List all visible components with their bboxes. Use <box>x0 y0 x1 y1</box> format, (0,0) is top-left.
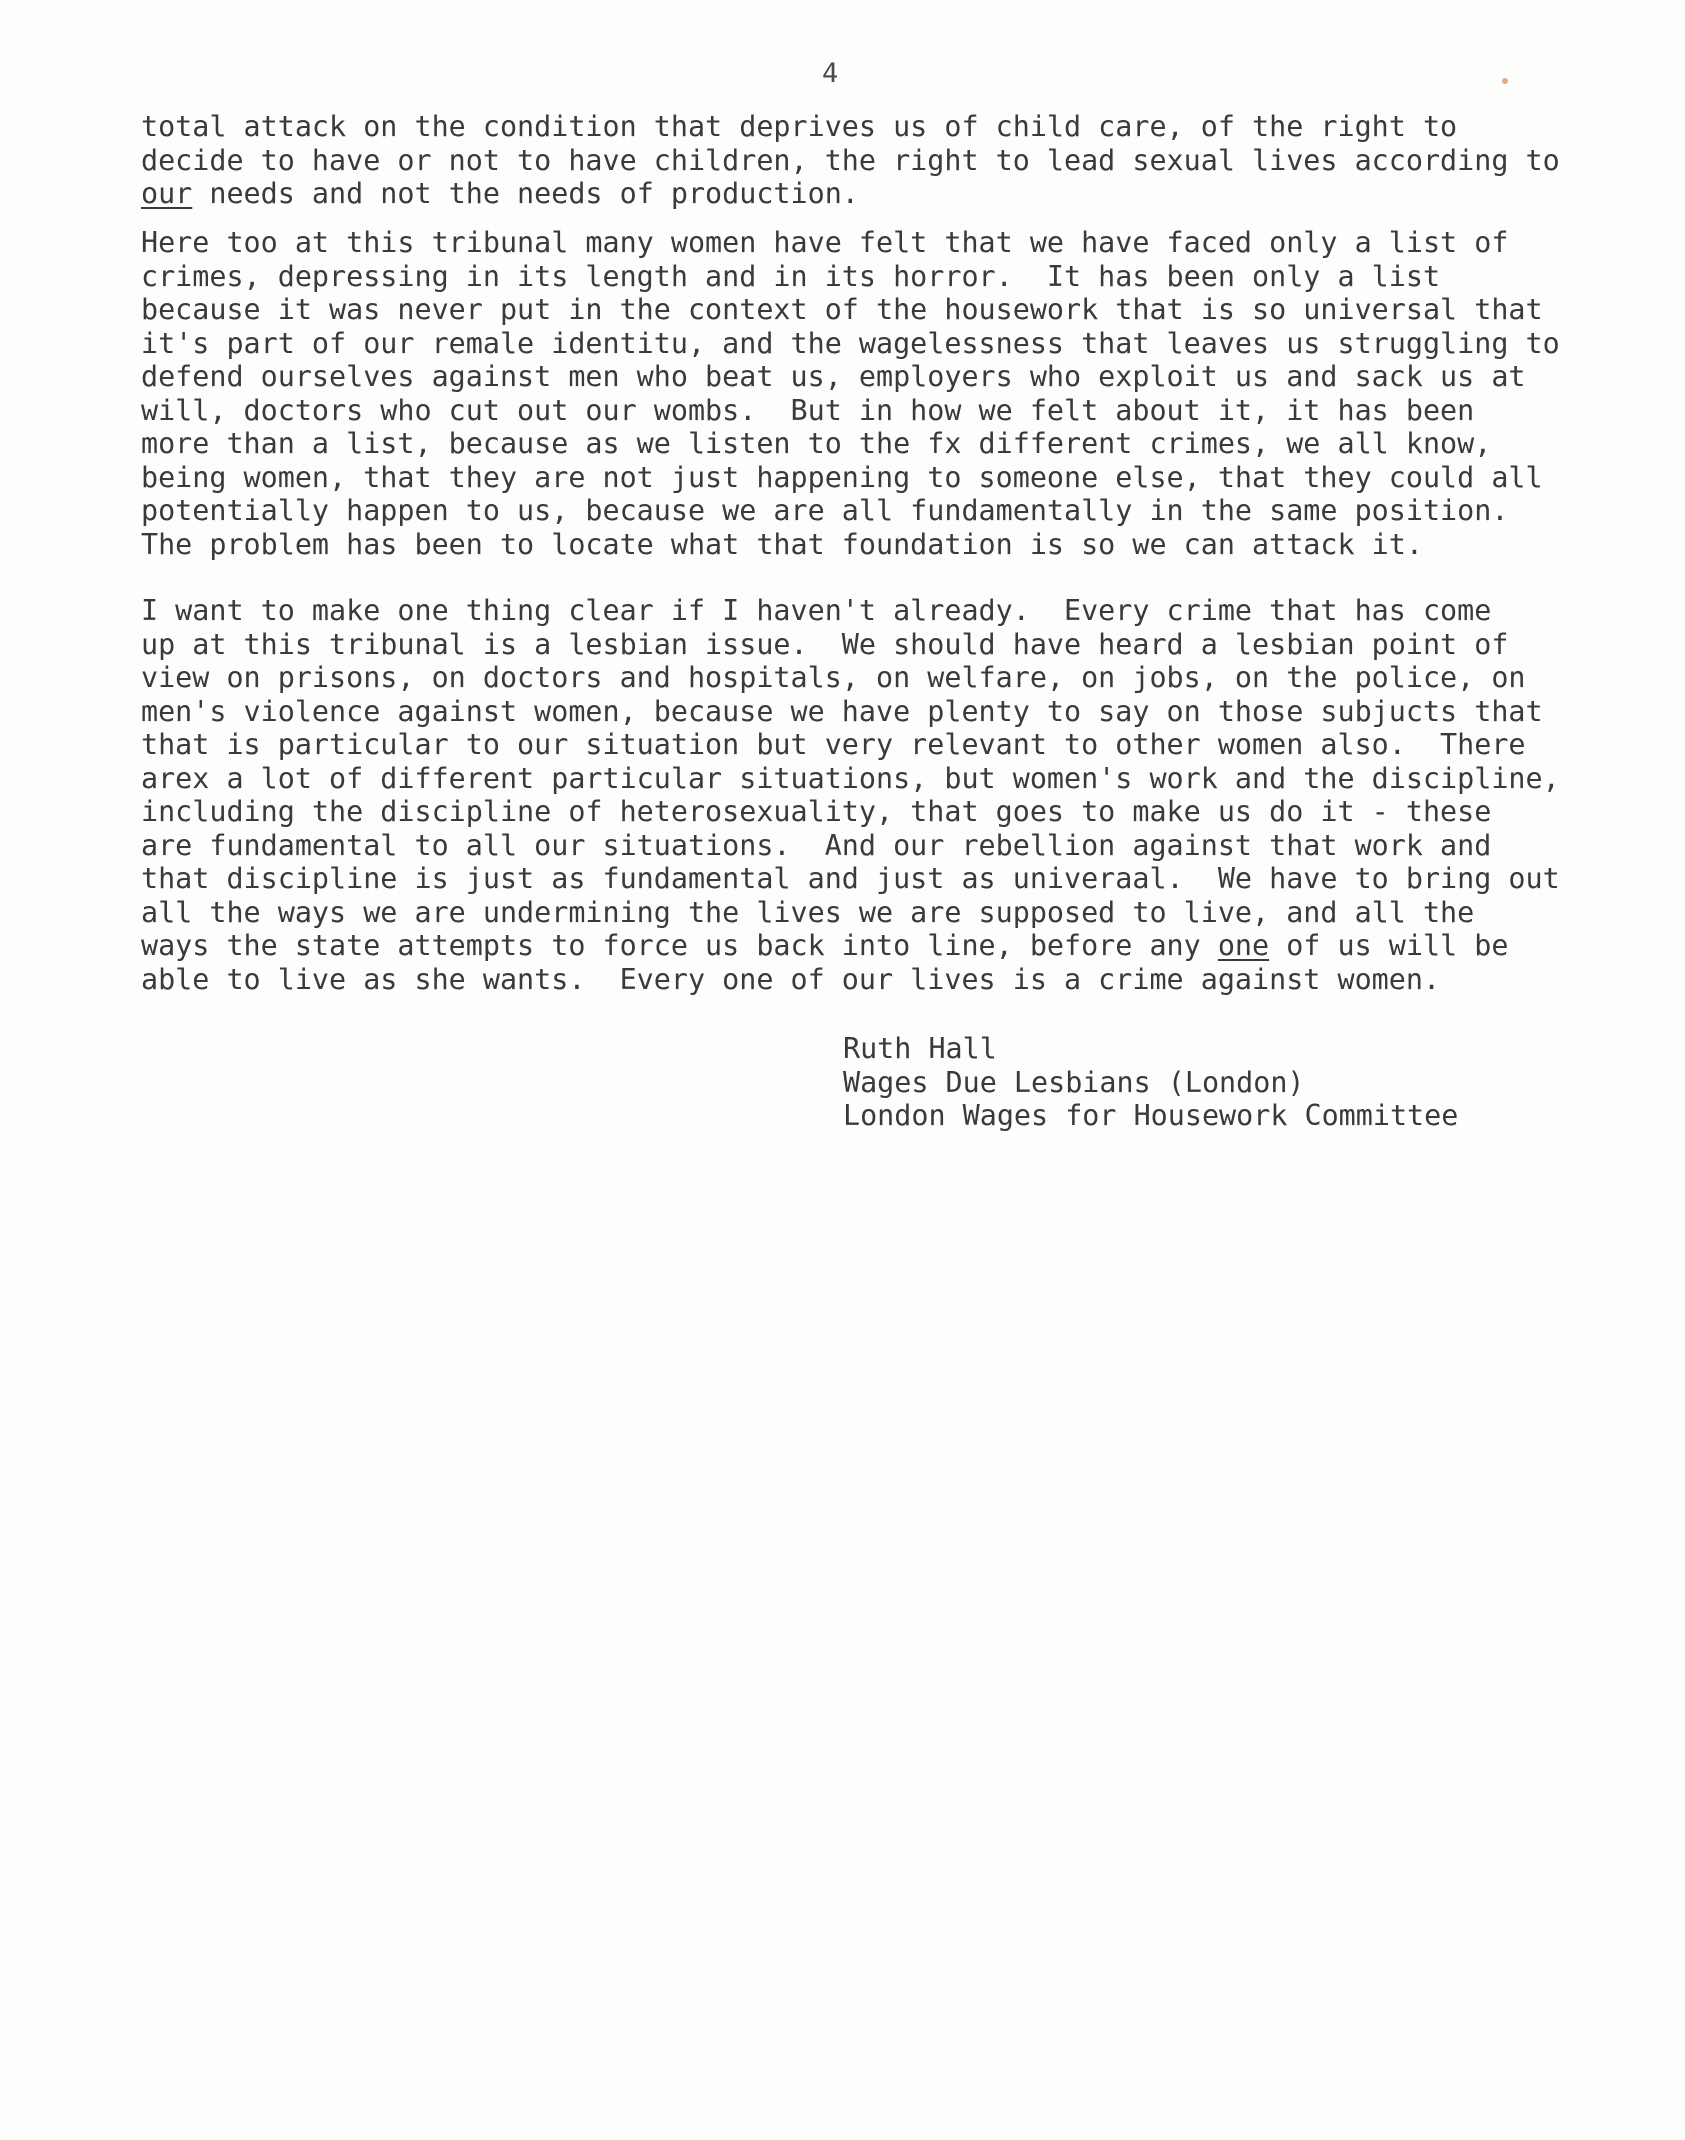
paragraph-2 <box>141 226 1560 561</box>
text-line: view on prisons, on doctors and hospitals, on welfare, on jobs, on the police, on <box>141 661 1526 694</box>
text-line: more than a list, because as we listen to the fx different crimes, we all know, <box>141 427 1492 460</box>
paragraph-3 <box>141 594 1560 996</box>
text-line: men's violence against women, because we have plenty to say on those subjucts that <box>141 694 1543 728</box>
text-line: that is particular to our situation but very relevant to other women also. There <box>141 728 1526 761</box>
text-line: because it was never put in the context of the housework that is so universal that <box>141 293 1543 326</box>
signature-org: Wages Due Lesbians (London) <box>843 1065 1305 1099</box>
text-line: are fundamental to all our situations. And our rebellion against that work and <box>141 828 1492 862</box>
text-line: potentially happen to us, because we are all fundamentally in the same position. <box>141 494 1509 527</box>
signature-org: London Wages for Housework Committee <box>843 1099 1459 1132</box>
paragraph-1 <box>141 110 1560 211</box>
text-line: that discipline is just as fundamental and just as univeraal. We have to bring out <box>141 862 1560 895</box>
underlined-word: one <box>1217 929 1270 962</box>
text-line: total attack on the condition that deprives us of child care, of the right to <box>141 110 1458 143</box>
text-line <box>141 929 1560 963</box>
text-line: The problem has been to locate what that foundation is so we can attack it. <box>141 527 1423 561</box>
signature-block <box>843 1032 1458 1133</box>
text-line: arex a lot of different particular situations, but women's work and the discipline, <box>141 761 1560 795</box>
text-line: Here too at this tribunal many women have felt that we have faced only a list of <box>141 226 1509 259</box>
text-line: defend ourselves against men who beat us, employers who exploit us and sack us at <box>141 360 1526 393</box>
text-line <box>141 177 1560 211</box>
text-fragment: needs and not the needs of production. <box>209 177 859 210</box>
text-line: able to live as she wants. Every one of our lives is a crime against women. <box>141 962 1441 996</box>
stain-mark <box>1502 78 1508 84</box>
text-line: will, doctors who cut out our wombs. But in how we felt about it, it has been <box>141 393 1475 427</box>
text-fragment: ways the state attempts to force us back into line, before any <box>141 929 1201 962</box>
text-line: being women, that they are not just happening to someone else, that they could all <box>141 460 1543 494</box>
text-line: crimes, depressing in its length and in its horror. It has been only a list <box>141 259 1441 293</box>
text-fragment: of us will be <box>1286 929 1509 962</box>
text-line: I want to make one thing clear if I haven't already. Every crime that has come <box>141 594 1492 627</box>
signature-name: Ruth Hall <box>843 1032 997 1065</box>
text-line: all the ways we are undermining the lives we are supposed to live, and all the <box>141 895 1475 929</box>
text-line: including the discipline of heterosexuality, that goes to make us do it - these <box>141 795 1492 828</box>
text-line: up at this tribunal is a lesbian issue. We should have heard a lesbian point of <box>141 627 1509 661</box>
text-line: it's part of our remale identitu, and the wagelessness that leaves us struggling to <box>141 326 1560 360</box>
page-number: 4 <box>822 58 839 89</box>
underlined-word: our <box>141 177 193 210</box>
text-line: decide to have or not to have children, the right to lead sexual lives according to <box>141 143 1560 177</box>
